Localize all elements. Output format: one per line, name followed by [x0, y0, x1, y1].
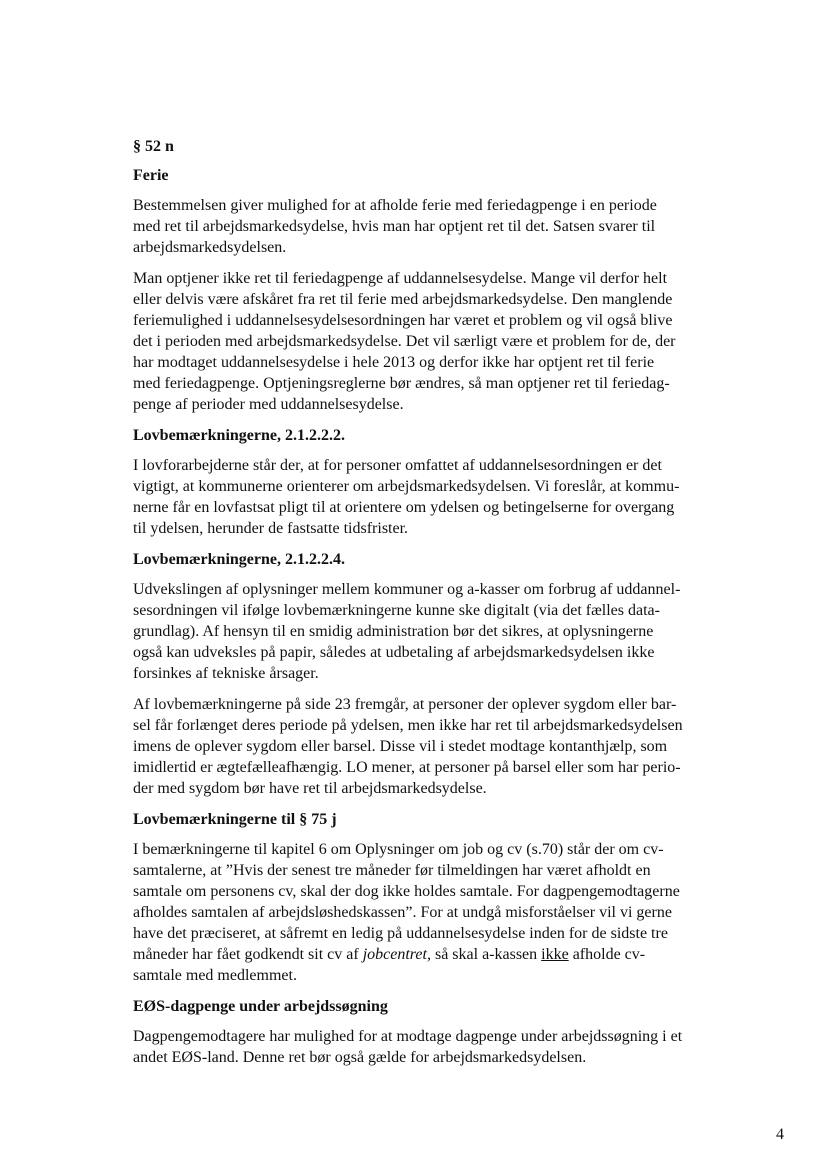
text-line: der med sygdom bør have ret til arbejdsmarkedsydelse. [133, 780, 487, 797]
text-line: samtale med medlemmet. [133, 967, 297, 984]
text-line: nerne får en lovfastsat pligt til at orientere om ydelsen og betingelserne for overgang [133, 499, 675, 516]
text-fragment: måneder har fået godkendt sit cv af [133, 946, 363, 963]
text-line: I lovforarbejderne står der, at for personer omfattet af uddannelsesordningen er det [133, 457, 662, 474]
text-line: samtalerne, at ”Hvis der senest tre måneder før tilmeldingen har været afholdt en [133, 862, 651, 879]
text-line: sesordningen vil ifølge lovbemærkningerne kunne ske digitalt (via det fælles data- [133, 602, 660, 619]
text-line: I bemærkningerne til kapitel 6 om Oplysninger om job og cv (s.70) står der om cv- [133, 841, 664, 858]
paragraph-sygdom-barsel [133, 694, 713, 799]
text-line: sel får forlænget deres periode på ydelsen, men ikke har ret til arbejdsmarkedsydelsen [133, 717, 683, 734]
text-line: det i perioden med arbejdsmarkedsydelse. Det vil særligt være et problem for de, der [133, 333, 676, 350]
paragraph-feriedagpenge [133, 268, 713, 415]
text-fragment: afholde cv- [568, 946, 646, 963]
text-line: Af lovbemærkningerne på side 23 fremgår, at personer der oplever sygdom eller bar- [133, 696, 677, 713]
text-line: forsinkes af tekniske årsager. [133, 665, 319, 682]
text-line: også kan udveksles på papir, således at udbetaling af arbejdsmarkedsydelsen ikke [133, 644, 655, 661]
text-line: har modtaget uddannelsesydelse i hele 2013 og derfor ikke har optjent ret til ferie [133, 354, 655, 371]
text-line: imens de oplever sygdom eller barsel. Disse vil i stedet modtage kontanthjælp, som [133, 738, 668, 755]
text-fragment: så skal a-kassen [430, 946, 542, 963]
paragraph-cv-samtaler [133, 839, 713, 986]
text-line: Man optjener ikke ret til feriedagpenge af uddannelsesydelse. Mange vil derfor helt [133, 270, 668, 287]
text-line: vigtigt, at kommunerne orienterer om arbejdsmarkedsydelsen. Vi foreslår, at kommu- [133, 478, 680, 495]
text-line: have det præciseret, at såfremt en ledig på uddannelsesydelse inden for de sidste tre [133, 925, 668, 942]
text-line: Bestemmelsen giver mulighed for at afholde ferie med feriedagpenge i en periode [133, 197, 657, 214]
text-line: samtale om personens cv, skal der dog ikke holdes samtale. For dagpengemodtagerne [133, 883, 680, 900]
text-line: til ydelsen, herunder de fastsatte tidsfrister. [133, 520, 409, 537]
text-line: afholdes samtalen af arbejdsløshedskassen”. For at undgå misforståelser vil vi gerne [133, 904, 672, 921]
text-line: Udvekslingen af oplysninger mellem kommuner og a-kasser om forbrug af uddannel- [133, 581, 681, 598]
text-line: med ret til arbejdsmarkedsydelse, hvis man har optjent ret til det. Satsen svarer til [133, 218, 656, 235]
paragraph-feriemulighed-intro [133, 195, 713, 258]
section-number: § 52 n [133, 138, 174, 155]
underlined-text: ikke [541, 946, 569, 963]
text-line: Dagpengemodtagere har mulighed for at modtage dagpenge under arbejdssøgning i et [133, 1028, 683, 1045]
heading-eos-dagpenge: EØS-dagpenge under arbejdssøgning [133, 998, 388, 1015]
text-line: imidlertid er ægtefælleafhængig. LO mener, at personer på barsel eller som har perio- [133, 759, 681, 776]
document-body [133, 136, 713, 1078]
page-number: 4 [776, 1126, 784, 1143]
text-line [133, 944, 713, 965]
text-line: andet EØS-land. Denne ret bør også gælde for arbejdsmarkedsydelsen. [133, 1049, 587, 1066]
text-line: med feriedagpenge. Optjeningsreglerne bør ændres, så man optjener ret til feriedag- [133, 375, 670, 392]
heading-lovbemaerkninger-2-1-2-2-4: Lovbemærkningerne, 2.1.2.2.4. [133, 551, 345, 568]
paragraph-eos-dagpenge [133, 1026, 713, 1068]
text-line: penge af perioder med uddannelsesydelse. [133, 396, 404, 413]
text-line: arbejdsmarkedsydelsen. [133, 239, 287, 256]
heading-lovbemaerkninger-75j: Lovbemærkningerne til § 75 j [133, 811, 337, 828]
section-title: Ferie [133, 167, 169, 184]
italic-text: jobcentret, [362, 946, 431, 963]
text-line: grundlag). Af hensyn til en smidig administration bør det sikres, at oplysningerne [133, 623, 654, 640]
text-line: feriemulighed i uddannelsesydelsesordningen har været et problem og vil også blive [133, 312, 673, 329]
paragraph-lovforarbejder [133, 455, 713, 539]
text-line: eller delvis være afskåret fra ret til ferie med arbejdsmarkedsydelse. Den manglende [133, 291, 673, 308]
paragraph-udveksling [133, 579, 713, 684]
heading-lovbemaerkninger-2-1-2-2-2: Lovbemærkningerne, 2.1.2.2.2. [133, 427, 345, 444]
